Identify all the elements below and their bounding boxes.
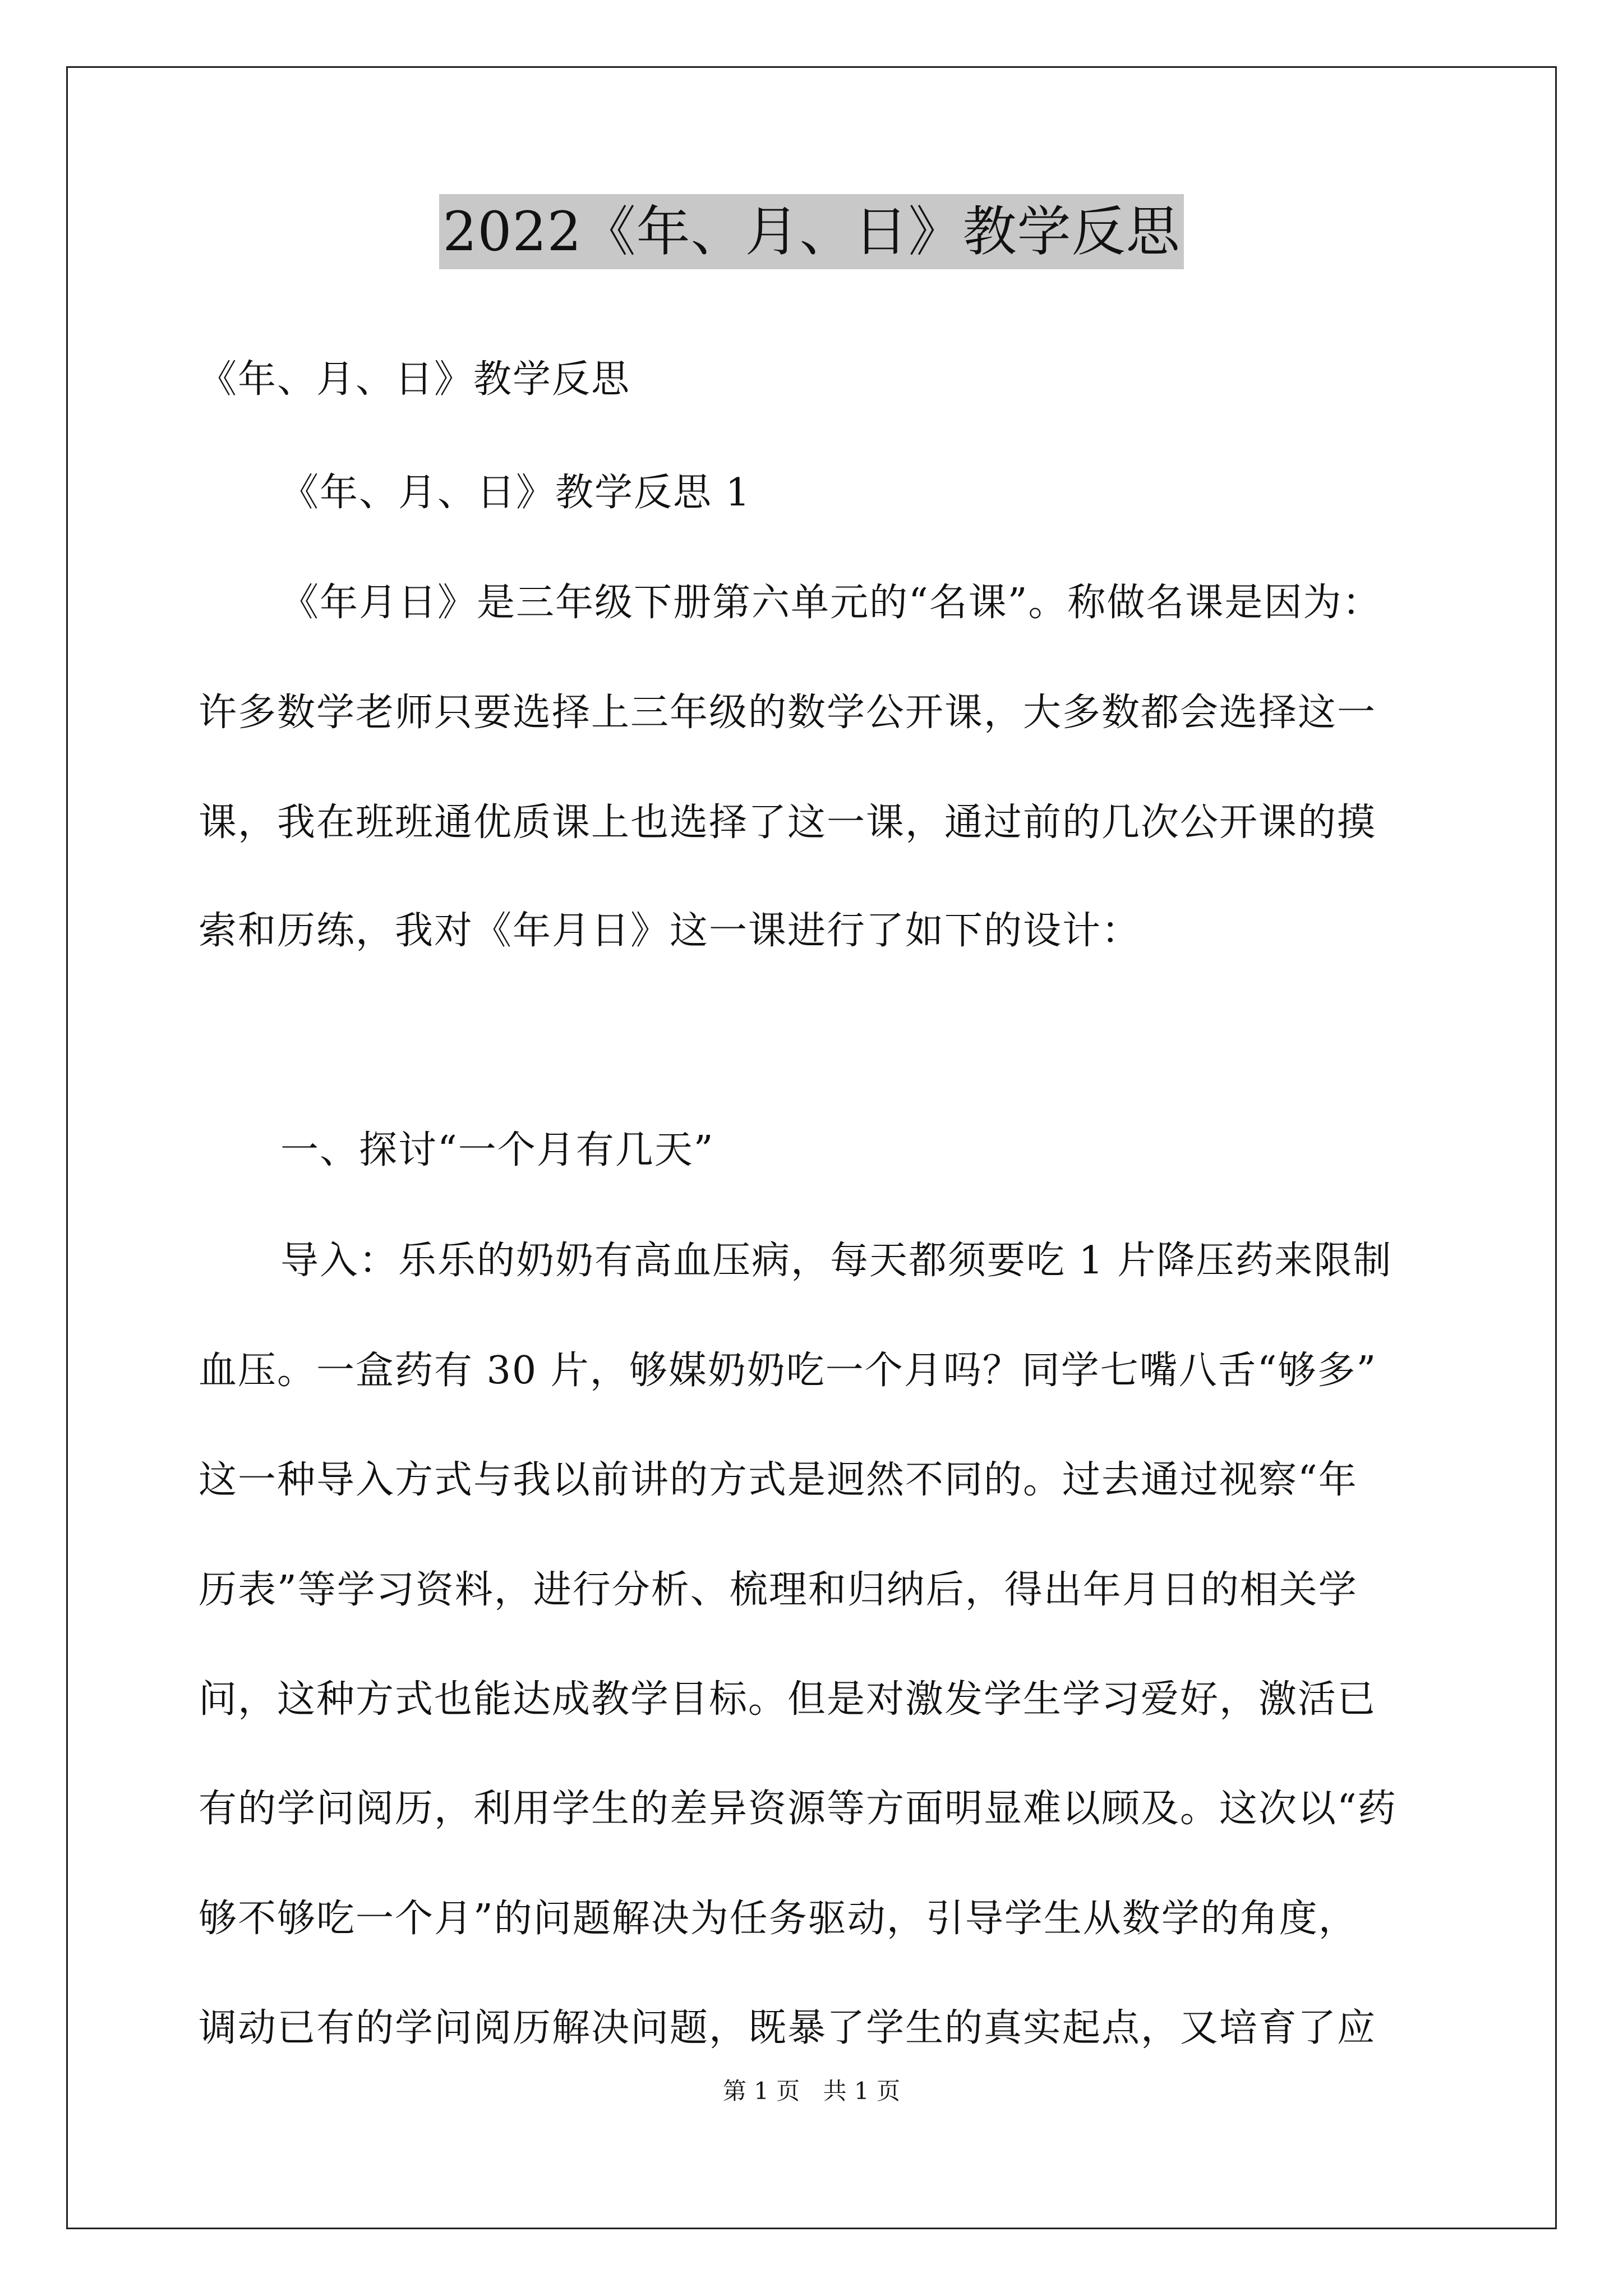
paragraph-line: 有的学问阅历，利用学生的差异资源等方面明显难以顾及。这次以“药 [199, 1787, 1397, 1831]
page-total: 共 1 页 [823, 2077, 901, 2105]
paragraph-line: 够不够吃一个月”的问题解决为任务驱动，引导学生从数学的角度， [199, 1897, 1358, 1941]
document-title: 2022《年、月、日》教学反思 [439, 194, 1183, 269]
paragraph-line: 索和历练，我对《年月日》这一课进行了如下的设计： [199, 909, 1141, 953]
paragraph-line: 课，我在班班通优质课上也选择了这一课，通过前的几次公开课的摸 [199, 800, 1377, 845]
section-heading: 一、探讨“一个月有几天” [280, 1128, 714, 1172]
paragraph-line: 这一种导入方式与我以前讲的方式是迥然不同的。过去通过视察“年 [199, 1458, 1358, 1502]
title-container [0, 194, 1623, 269]
page-footer [0, 2074, 1623, 2108]
page-number: 第 1 页 [722, 2077, 800, 2105]
paragraph-line: 许多数学老师只要选择上三年级的数学公开课，大多数都会选择这一 [199, 691, 1377, 735]
paragraph-line: 历表”等学习资料，进行分析、梳理和归纳后，得出年月日的相关学 [199, 1568, 1358, 1612]
paragraph-line: 血压。一盒药有 30 片，够媒奶奶吃一个月吗？同学七嘴八舌“够多” [199, 1349, 1377, 1393]
paragraph-line: 《年月日》是三年级下册第六单元的“名课”。称做名课是因为： [280, 581, 1382, 625]
paragraph-line: 导入：乐乐的奶奶有高血压病，每天都须要吃 1 片降压药来限制 [280, 1239, 1393, 1283]
paragraph-line: 调动已有的学问阅历解决问题，既暴了学生的真实起点，又培育了应 [199, 2006, 1377, 2050]
paragraph-line: 问，这种方式也能达成教学目标。但是对激发学生学习爱好，激活已 [199, 1677, 1377, 1722]
section-title: 《年、月、日》教学反思 1 [280, 471, 751, 515]
document-subtitle: 《年、月、日》教学反思 [199, 357, 631, 402]
